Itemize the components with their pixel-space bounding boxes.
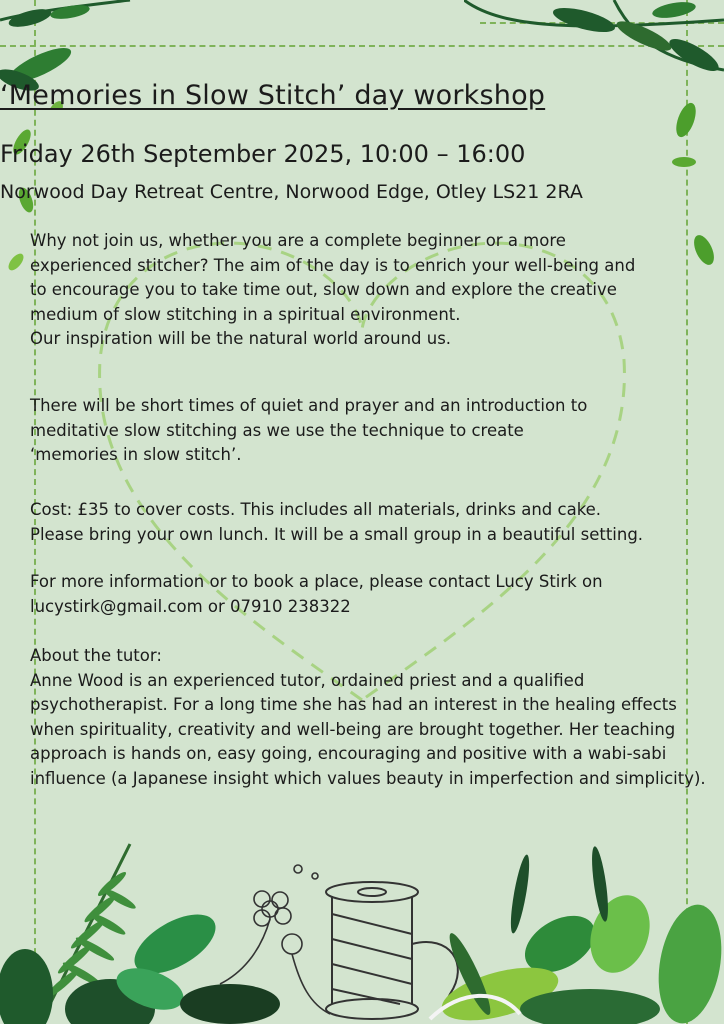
cost-paragraph <box>30 498 694 547</box>
tutor-section <box>30 644 706 791</box>
intro-line: medium of slow stitching in a spiritual environment. <box>30 304 461 324</box>
tutor-line: psychotherapist. For a long time she has had an interest in the healing effects <box>30 695 677 714</box>
quiet-line: ‘memories in slow stitch’. <box>30 445 242 464</box>
intro-line: experienced stitcher? The aim of the day is to enrich your well-being and <box>30 255 636 275</box>
tutor-line: Anne Wood is an experienced tutor, ordained priest and a qualified <box>30 670 585 690</box>
cost-line: Cost: £35 to cover costs. This includes all materials, drinks and cake. <box>30 500 602 519</box>
tutor-line: when spirituality, creativity and well-being are brought together. Her teaching <box>30 719 676 739</box>
intro-line: Our inspiration will be the natural world around us. <box>30 329 452 348</box>
contact-line: For more information or to book a place, please contact Lucy Stirk on <box>30 572 603 591</box>
contact-paragraph <box>30 570 694 619</box>
tutor-line: influence (a Japanese insight which values beauty in imperfection and simplicity). <box>30 768 706 788</box>
quiet-line: meditative slow stitching as we use the technique to create <box>30 420 524 440</box>
contact-email-phone[interactable]: lucystirk@gmail.com or 07910 238322 <box>30 596 351 616</box>
event-venue: Norwood Day Retreat Centre, Norwood Edge, Otley LS21 2RA <box>0 181 583 203</box>
intro-line: Why not join us, whether you are a complete beginner or a more <box>30 231 566 250</box>
cost-line: Please bring your own lunch. It will be a small group in a beautiful setting. <box>30 524 644 544</box>
top-right-leaves-icon <box>464 0 724 90</box>
intro-paragraph <box>30 229 694 352</box>
quiet-line: There will be short times of quiet and prayer and an introduction to <box>30 396 588 415</box>
bottom-foliage-icon <box>0 824 724 1024</box>
tutor-heading: About the tutor: <box>30 646 162 665</box>
tutor-line: approach is hands on, easy going, encouraging and positive with a wabi-sabi <box>30 744 667 763</box>
quiet-paragraph <box>30 394 694 468</box>
intro-line: to encourage you to take time out, slow down and explore the creative <box>30 280 617 299</box>
workshop-title: ‘Memories in Slow Stitch’ day workshop <box>0 80 546 111</box>
event-date-time: Friday 26th September 2025, 10:00 – 16:00 <box>0 140 526 168</box>
